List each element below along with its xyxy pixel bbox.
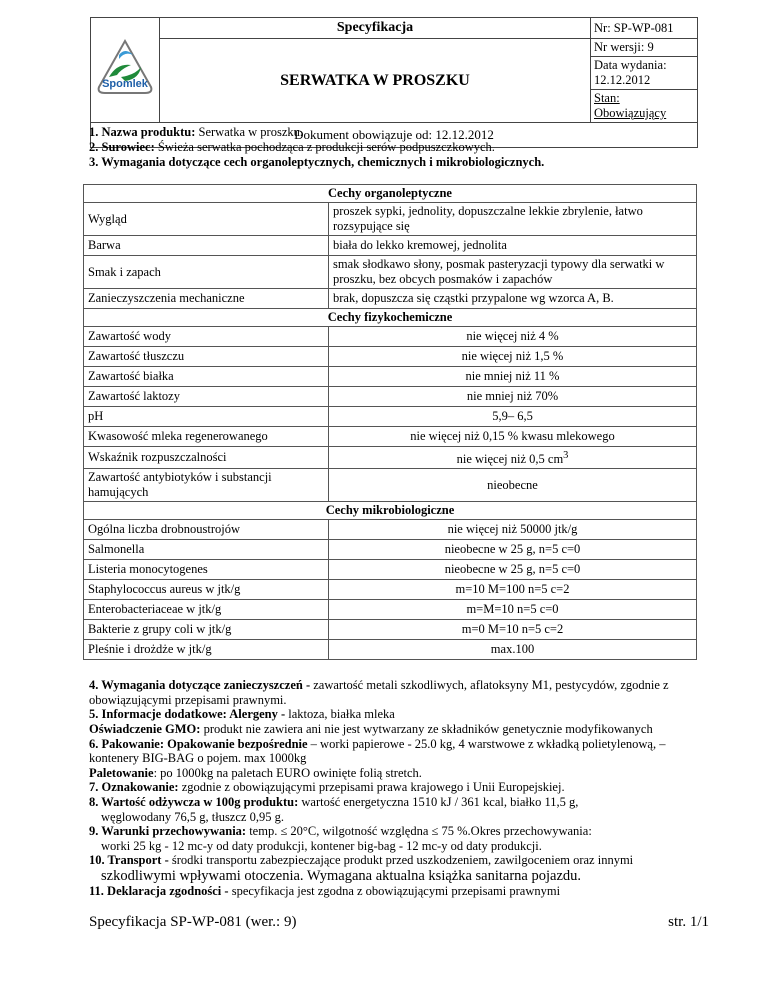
table-row (84, 600, 697, 620)
property-name: Barwa (84, 236, 329, 256)
property-value-text: biała do lekko kremowej, jednolita (333, 238, 507, 252)
table-row (84, 347, 697, 367)
spec-sections (89, 678, 713, 898)
issue-date-value: 12.12.2012 (594, 73, 651, 87)
property-value (329, 327, 697, 347)
intro-text: Serwatka w proszku. (195, 125, 304, 139)
property-value-text: smak słodkawo słony, posmak pasteryzacji typowy dla serwatki w proszku, bez obcych posmaków i zapachów (333, 257, 665, 286)
section-row (84, 309, 697, 327)
property-value (329, 447, 697, 469)
table-row (84, 367, 697, 387)
section-9 (89, 824, 713, 839)
section-8 (89, 795, 713, 810)
section-9-cont: worki 25 kg - 12 mc-y od daty produkcji, kontener big-bag - 12 mc-y od daty produkcji. (101, 838, 542, 853)
property-name: Pleśnie i drożdże w jtk/g (84, 640, 329, 660)
section-8-cont: węglowodany 76,5 g, tłuszcz 0,95 g. (101, 809, 284, 824)
property-name: Zawartość wody (84, 327, 329, 347)
section-header: Cechy fizykochemiczne (84, 309, 697, 327)
property-value-text: m=M=10 n=5 c=0 (466, 602, 559, 617)
section-10-cont: szkodliwymi wpływami otoczenia. Wymagana aktualna książka sanitarna pojazdu. (101, 867, 582, 884)
property-value-text: nie mniej niż 70% (466, 389, 559, 403)
section-row (84, 185, 697, 203)
property-value (329, 580, 697, 600)
s5-label: 5. Informacje dodatkowe: Alergeny - (89, 707, 286, 722)
property-value (329, 600, 697, 620)
intro-item (89, 140, 713, 155)
svg-text:Spomlek: Spomlek (102, 78, 148, 90)
s6-text: – worki papierowe - 25.0 kg, 4 warstwowe z wkładką polietylenową, – kontenery BIG-BAG o pojem. max 1000kg (89, 736, 666, 766)
s7-label: 7. Oznakowanie: (89, 780, 179, 795)
palletizing (89, 766, 713, 781)
intro-label: 1. Nazwa produktu: (89, 125, 196, 139)
property-name: Kwasowość mleka regenerowanego (84, 427, 329, 447)
property-value (329, 289, 697, 309)
section-header: Cechy organoleptyczne (84, 185, 697, 203)
property-name: Salmonella (84, 540, 329, 560)
s10-label: 10. Transport - (89, 853, 169, 868)
s7-text: zgodnie z obowiązującymi przepisami prawa krajowego i Unii Europejskiej. (178, 780, 565, 795)
table-row (84, 620, 697, 640)
table-row (84, 520, 697, 540)
section-7 (89, 780, 713, 795)
table-row (84, 289, 697, 309)
gmo-statement (89, 722, 713, 737)
intro-label: 2. Surowiec: (89, 140, 155, 154)
table-row (84, 640, 697, 660)
s10-text: środki transportu zabezpieczające produkt przed uszkodzeniem, zawilgoceniem oraz innymi (168, 853, 634, 868)
footer-doc-ref: Specyfikacja SP-WP-081 (wer.: 9) (89, 914, 297, 931)
property-name: Smak i zapach (84, 256, 329, 289)
status-label: Stan: (594, 91, 620, 105)
property-value (329, 469, 697, 502)
intro-list (89, 125, 713, 170)
property-value-text: proszek sypki, jednolity, dopuszczalne lekkie zbrylenie, łatwo rozsypujące się (333, 204, 643, 233)
intro-item (89, 155, 713, 170)
intro-label: 3. Wymagania dotyczące cech organoleptycznych, chemicznych i mikrobiologicznych. (89, 155, 545, 169)
gmo-label: Oświadczenie GMO: (89, 721, 201, 736)
property-name: Zawartość białka (84, 367, 329, 387)
property-value-text: m=10 M=100 n=5 c=2 (455, 582, 570, 597)
property-name: Ogólna liczba drobnoustrojów (84, 520, 329, 540)
property-name: Zawartość laktozy (84, 387, 329, 407)
property-name: Enterobacteriaceae w jtk/g (84, 600, 329, 620)
property-name: Wskaźnik rozpuszczalności (84, 447, 329, 469)
table-row (84, 540, 697, 560)
property-value-text: nieobecne w 25 g, n=5 c=0 (444, 542, 581, 557)
spomlek-logo (91, 18, 160, 123)
property-value-text: brak, dopuszcza się cząstki przypalone wg wzorca A, B. (333, 291, 614, 305)
issue-date (591, 57, 698, 90)
section-header: Cechy mikrobiologiczne (84, 502, 697, 520)
property-value (329, 203, 697, 236)
table-row (84, 447, 697, 469)
gmo-text: produkt nie zawiera ani nie jest wytwarzany ze składników genetycznie modyfikowanych (200, 721, 653, 736)
table-row (84, 387, 697, 407)
product-title: SERWATKA W PROSZKU (160, 39, 591, 123)
property-value-text: nie więcej niż 4 % (466, 329, 559, 343)
property-value (329, 347, 697, 367)
content-flow (83, 125, 713, 934)
version-number: Nr wersji: 9 (591, 39, 698, 57)
valid-from: Dokument obowiązuje od: 12.12.2012 (91, 123, 698, 148)
pal-label: Paletowanie (89, 765, 154, 780)
table-row (84, 580, 697, 600)
property-value-text: nie więcej niż 0,5 cm (456, 452, 564, 467)
property-value-text: nieobecne w 25 g, n=5 c=0 (444, 562, 581, 577)
page-number: str. 1/1 (668, 914, 709, 931)
issue-label: Data wydania: (594, 58, 667, 72)
property-value (329, 620, 697, 640)
spec-table (83, 184, 697, 660)
property-value-text: nie więcej niż 0,15 % kwasu mlekowego (410, 429, 615, 443)
superscript: 3 (563, 450, 569, 461)
property-value-text: m=0 M=10 n=5 c=2 (461, 622, 564, 637)
property-value (329, 540, 697, 560)
property-value (329, 387, 697, 407)
property-name: Zawartość tłuszczu (84, 347, 329, 367)
s11-label: 11. Deklaracja zgodności - (89, 883, 229, 898)
section-4 (89, 678, 713, 707)
property-value (329, 407, 697, 427)
s5-text: laktoza, białka mleka (285, 707, 395, 722)
property-value-text: 5,9– 6,5 (492, 409, 533, 423)
property-value-text: max.100 (490, 642, 535, 657)
section-row (84, 502, 697, 520)
status (591, 90, 698, 123)
table-row (84, 407, 697, 427)
property-name: Wygląd (84, 203, 329, 236)
s9-text: temp. ≤ 20°C, wilgotność względna ≤ 75 %.Okres przechowywania: (246, 824, 592, 839)
s6-label: 6. Pakowanie: Opakowanie bezpośrednie (89, 736, 308, 751)
property-value-text: nie więcej niż 50000 jtk/g (447, 522, 578, 537)
section-6 (89, 737, 713, 766)
property-name: Zanieczyszczenia mechaniczne (84, 289, 329, 309)
s4-label: 4. Wymagania dotyczące zanieczyszczeń - (89, 678, 311, 693)
s11-text: specyfikacja jest zgodna z obowiązującymi przepisami prawnymi (228, 883, 561, 898)
section-10 (89, 853, 713, 868)
table-row (84, 203, 697, 236)
property-value (329, 520, 697, 540)
property-value (329, 427, 697, 447)
spomlek-logo-icon (95, 37, 155, 99)
property-value (329, 640, 697, 660)
s4-text: zawartość metali szkodliwych, aflatoksyny M1, pestycydów, zgodnie z obowiązującymi przepisami prawnymi. (89, 678, 669, 707)
property-value (329, 256, 697, 289)
property-name: Zawartość antybiotyków i substancji hamujących (84, 469, 329, 502)
table-row (84, 427, 697, 447)
property-name: Bakterie z grupy coli w jtk/g (84, 620, 329, 640)
section-11 (89, 884, 713, 899)
property-value (329, 560, 697, 580)
property-value (329, 367, 697, 387)
s8-text: wartość energetyczna 1510 kJ / 361 kcal, białko 11,5 g, (298, 794, 579, 809)
property-name: Listeria monocytogenes (84, 560, 329, 580)
doc-type: Specyfikacja (160, 18, 591, 39)
page-footer (89, 914, 709, 934)
table-row (84, 469, 697, 502)
s9-label: 9. Warunki przechowywania: (89, 824, 247, 839)
intro-item (89, 125, 713, 140)
table-row (84, 327, 697, 347)
section-5 (89, 707, 713, 722)
property-name: Staphylococcus aureus w jtk/g (84, 580, 329, 600)
property-value-text: nie mniej niż 11 % (465, 369, 560, 383)
property-value (329, 236, 697, 256)
property-value-text: nie więcej niż 1,5 % (461, 349, 564, 363)
table-row (84, 560, 697, 580)
s8-label: 8. Wartość odżywcza w 100g produktu: (89, 794, 299, 809)
table-row (84, 256, 697, 289)
property-name: pH (84, 407, 329, 427)
doc-number: Nr: SP-WP-081 (591, 18, 698, 39)
pal-text: : po 1000kg na paletach EURO owinięte folią stretch. (153, 765, 422, 780)
table-row (84, 236, 697, 256)
status-value: Obowiązujący (594, 106, 667, 120)
intro-text: Świeża serwatka pochodząca z produkcji serów podpuszczkowych. (154, 140, 495, 154)
property-value-text: nieobecne (487, 477, 538, 492)
